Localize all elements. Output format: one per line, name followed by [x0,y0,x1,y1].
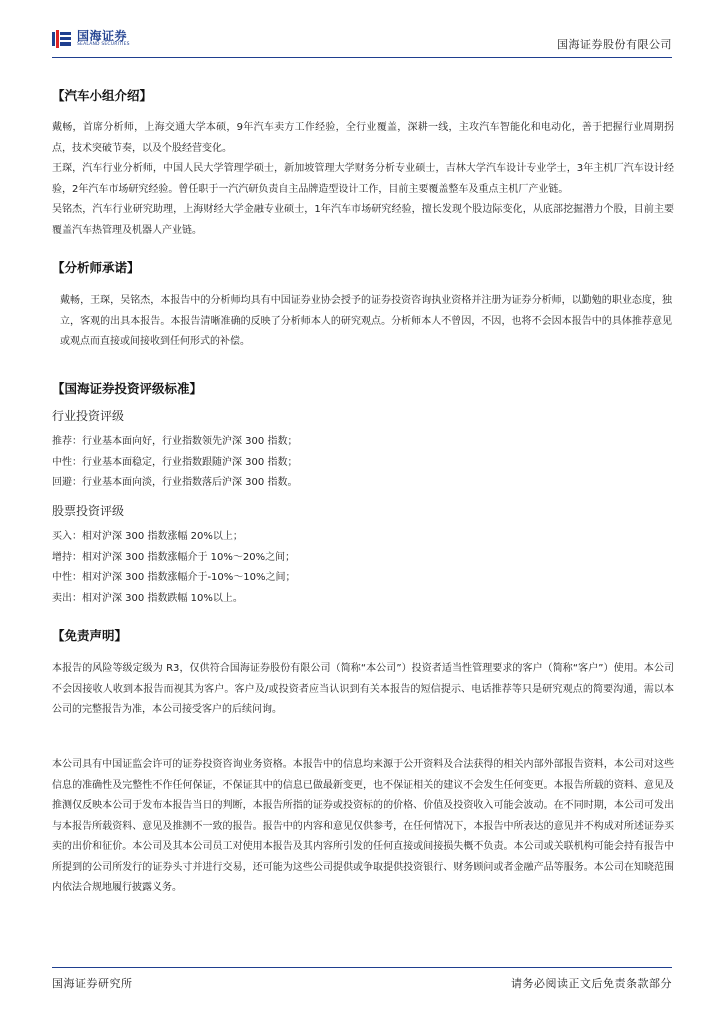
logo-english-text: SEALAND SECURITIES [77,42,130,48]
disclaimer-paragraph: 本报告的风险等级定级为 R3，仅供符合国海证券股份有限公司（简称“本公司”）投资者适当性管理要求的客户（简称“客户”）使用。本公司不会因接收人收到本报告而视其为客户。客户及/或投资者应当认识到有关本报告的短信提示、电话推荐等只是研究观点的简要沟通，需以本公司的完整报告为准，本公司接受客户的后续问询。 [52,663,674,715]
team-section-title: 【汽车小组介绍】 [52,88,153,103]
team-member-paragraph: 王琛，汽车行业分析师，中国人民大学管理学硕士，新加坡管理大学财务分析专业硕士，吉林大学汽车设计专业学士，3年主机厂汽车设计经验，2年汽车市场研究经验。曾任职于一汽汽研负责自主品牌造型设计工作，目前主要覆盖整车及重点主机厂产业链。 [52,163,674,195]
footer-notice: 请务必阅读正文后免责条款部分 [511,977,672,990]
logo-chinese-text: 国海证券 [77,29,128,44]
stock-rating-item: 增持：相对沪深 300 指数涨幅介于 10%～20%之间； [52,551,296,563]
commitment-section-body [60,291,672,353]
industry-rating-item: 回避：行业基本面向淡，行业指数落后沪深 300 指数。 [52,477,298,488]
industry-rating-list [52,432,297,494]
stock-rating-item: 卖出：相对沪深 300 指数跌幅 10%以上。 [52,592,243,604]
team-member-paragraph: 吴铭杰，汽车行业研究助理，上海财经大学金融专业硕士，1年汽车市场研究经验，擅长发现个股边际变化，从底部挖掘潜力个股，目前主要覆盖汽车热管理及机器人产业链。 [52,204,674,236]
company-logo [52,30,130,48]
stock-rating-item: 中性：相对沪深 300 指数涨幅介于-10%～10%之间； [52,572,296,583]
stock-rating-heading: 股票投资评级 [52,504,125,518]
footer-divider [52,967,672,968]
header-company-name: 国海证券股份有限公司 [557,38,672,51]
team-member-paragraph: 戴畅，首席分析师，上海交通大学本硕，9年汽车卖方工作经验，全行业覆盖，深耕一线，主攻汽车智能化和电动化，善于把握行业周期拐点，技术突破节奏，以及个股经营变化。 [52,122,674,154]
disclaimer-section-title: 【免责声明】 [52,628,128,643]
commitment-section-title: 【分析师承诺】 [52,260,140,275]
team-section-body [52,118,674,241]
page-header [52,30,672,56]
industry-rating-heading: 行业投资评级 [52,409,125,423]
disclaimer-paragraph: 本公司具有中国证监会许可的证券投资咨询业务资格。本报告中的信息均来源于公开资料及合法获得的相关内部外部报告资料，本公司对这些信息的准确性及完整性不作任何保证，不保证其中的信息已做最新变更，也不保证相关的建议不会发生任何变更。本报告所载的资料、意见及推测仅反映本公司于发布本报告当日的判断，本报告所指的证券或投资标的的价格、价值及投资收入可能会波动。在不同时期，本公司可发出与本报告所载资料、意见及推测不一致的报告。报告中的内容和意见仅供参考，在任何情况下，本报告中所表达的意见并不构成对所述证券买卖的出价和征价。本公司及其本公司员工对使用本报告及其内容所引发的任何直接或间接损失概不负责。本公司或关联机构可能会持有报告中所提到的公司所发行的证券头寸并进行交易，还可能为这些公司提供或争取提供投资银行、财务顾问或者金融产品等服务。本公司在知晓范围内依法合规地履行披露义务。 [52,759,674,893]
industry-rating-item: 中性：行业基本面稳定，行业指数跟随沪深 300 指数； [52,456,298,468]
disclaimer-paragraph-2-block [52,755,674,899]
header-divider [52,57,672,58]
disclaimer-paragraph-1-block [52,659,674,721]
stock-rating-item: 买入：相对沪深 300 指数涨幅 20%以上； [52,531,243,542]
stock-rating-list [52,527,296,609]
commitment-paragraph: 戴畅，王琛，吴铭杰，本报告中的分析师均具有中国证券业协会授予的证券投资咨询执业资格并注册为证券分析师，以勤勉的职业态度，独立，客观的出具本报告。本报告清晰准确的反映了分析师本人的研究观点。分析师本人不曾因，不因，也将不会因本报告中的具体推荐意见或观点而直接或间接收到任何形式的补偿。 [60,295,672,347]
logo-mark-icon [52,30,72,48]
footer-institute: 国海证券研究所 [52,977,133,990]
rating-section-title: 【国海证券投资评级标准】 [52,381,203,396]
industry-rating-item: 推荐：行业基本面向好，行业指数领先沪深 300 指数； [52,436,298,447]
